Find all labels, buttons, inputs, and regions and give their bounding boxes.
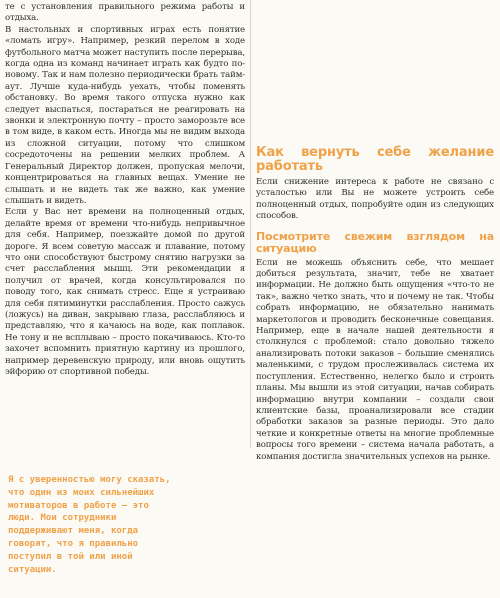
pull-quote-text: Я с уверенностью могу сказать, что один из моих сильнейших мотиваторов в работе – это люди. Мои сотрудники поддерживают меня, когда говорят, что я правильно поступил в той или иной ситуации.	[8, 475, 171, 575]
pull-quote	[8, 474, 178, 576]
section-intro: Если снижение интереса к работе не связано с усталостью или Вы не можете устроить себе полноценный отдых, попробуйте один из следующих способов.	[256, 177, 494, 222]
subsection-heading: Посмотрите свежим взглядом на ситуацию	[256, 229, 494, 255]
section-heading: Как вернуть себе желание работать	[256, 145, 494, 174]
column-divider	[250, 0, 251, 448]
left-column	[5, 2, 245, 378]
subsection-body: Если не можешь объяснить себе, что мешает добиться результата, значит, тебе не хватает информации. Не должно быть ощущения «что-то не так», важно четко знать, что и почему не так. Чтобы собрать информацию, не обязательно нанимать маркетологов и проводить бесконечные совещания. Например, еще в начале нашей деятельности я столкнулся с проблемой: стало довольно тяжело анализировать потоки заказов – большие сменялись маленькими, с трудом прослеживалась система их поступления. Естественно, нелегко было и строить планы. Мы вышли из этой ситуации, начав собирать информацию внутри компании – создали свои клиентские базы, проанализировали все стадии обработки заказов за разные периоды. Это дало четкие и конкретные ответы на многие проблемные вопросы того времени – система начала работать, а компания достигла значительных успехов на рынке.	[256, 257, 494, 462]
paragraph-continuation: те с установления правильного режима работы и отдыха.	[5, 2, 245, 24]
right-column	[256, 137, 494, 463]
paragraph-no-time-for-rest: Если у Вас нет времени на полноценный отдых, делайте время от времени что-нибудь непривычное для себя. Например, поезжайте домой по другой дороге. Я всем советую массаж и плавание, потому что они способствуют быстрому снятию нагрузки за счет расслабления мышц. Эти рекомендации я получил от врачей, когда консультировался по поводу того, как снимать стресс. Еще я устраиваю для себя пятиминутки расслабления. Просто сажусь (ложусь) на диван, закрываю глаза, расслабляюсь и представляю, что я качаюсь на воде, как поплавок. Не тону и не всплываю – просто покачиваюсь. Кто-то захочет вспомнить приятную картину из прошлого, например деревенскую природу, или вновь ощутить эйфорию от спортивной победы.	[5, 207, 245, 377]
paragraph-break-the-game: В настольных и спортивных играх есть понятие «ломать игру». Например, резкий перелом в ходе футбольного матча может наступить после перерыва, когда одна из команд начинает играть как будто по-новому. Так и нам полезно периодически брать тайм-аут. Лучше куда-нибудь уехать, чтобы поменять обстановку. Во время такого отпуска нужно как следует выспаться, постараться не реагировать на звонки и электронную почту – просто заморозьте все в том виде, в каком есть. Иногда мы не видим выхода из сложной ситуации, потому что слишком сосредоточены на решении мелких проблем. А Генеральный Директор должен, пропуская мелочи, концентрироваться на главных вещах. Умение не слышать и не видеть так же важно, как умение слышать и видеть.	[5, 24, 245, 206]
